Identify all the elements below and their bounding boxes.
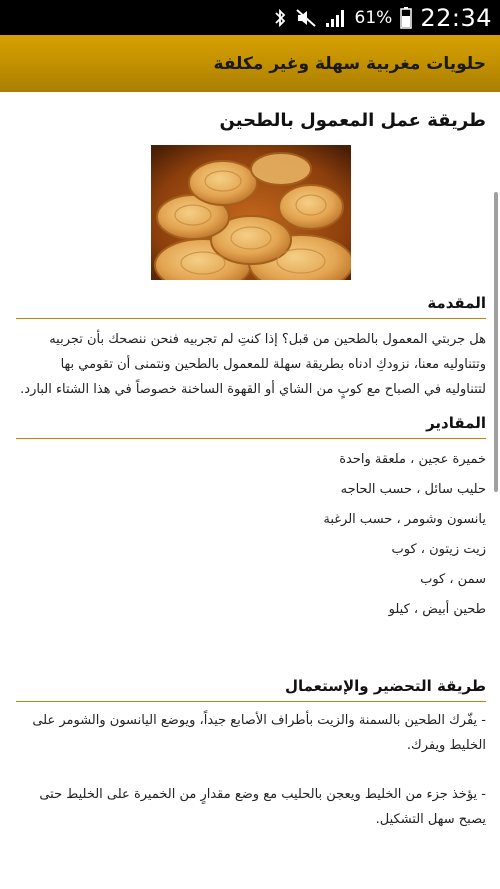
list-item: حليب سائل ، حسب الحاجه <box>340 482 486 497</box>
article <box>0 110 500 832</box>
scrollbar[interactable] <box>494 192 498 492</box>
signal-icon <box>325 8 347 28</box>
method-steps <box>16 708 486 832</box>
battery-icon <box>400 7 412 29</box>
intro-paragraph: هل جربتي المعمول بالطحين من قبل؟ إذا كنتِ لم تجربيه فنحن ننصحك بأن تجربيه وتتناوليه معنا، نزودكِ ادناه بطريقة سهلة للمعمول بالطحين ونتمنى أن تقومي بها لتتناوليه في الصباح مع كوبٍ من الشاي أو القهوة الساخنة خصوصاً في هذا الشتاء البارد. <box>20 332 486 397</box>
ingredients-list <box>16 445 486 625</box>
battery-percent: 61% <box>354 7 393 28</box>
article-scroll-view[interactable] <box>0 92 500 889</box>
method-step: - يؤخذ جزء من الخليط ويعجن بالحليب مع وضع مقدارٍ من الخميرة على الخليط حتى يصبح سهل التشكيل. <box>39 787 486 827</box>
list-item: خميرة عجين ، ملعقة واحدة <box>339 452 486 467</box>
clock: 22:34 <box>420 3 492 32</box>
app-title: حلويات مغربية سهلة وغير مكلفة <box>213 53 486 74</box>
section-title-ingredients: المقادير <box>16 414 486 439</box>
list-item: زيت زيتون ، كوب <box>391 542 486 557</box>
list-item: طحين أبيض ، كيلو <box>388 602 486 617</box>
method-step: - يفّرك الطحين بالسمنة والزيت بأطراف الأصابع جيداً، ويوضع اليانسون والشومر على الخليط ويفرك. <box>32 713 486 753</box>
list-item: سمن ، كوب <box>420 572 486 587</box>
app-bar <box>0 35 500 92</box>
mute-icon <box>295 8 317 28</box>
list-item: يانسون وشومر ، حسب الرغبة <box>323 512 486 527</box>
bluetooth-icon <box>273 8 287 28</box>
section-title-method: طريقة التحضير والإستعمال <box>16 677 486 702</box>
maamoul-cookies-image <box>151 145 351 280</box>
status-bar <box>0 0 500 35</box>
article-title: طريقة عمل المعمول بالطحين <box>219 110 486 131</box>
section-title-intro: المقدمة <box>16 294 486 319</box>
